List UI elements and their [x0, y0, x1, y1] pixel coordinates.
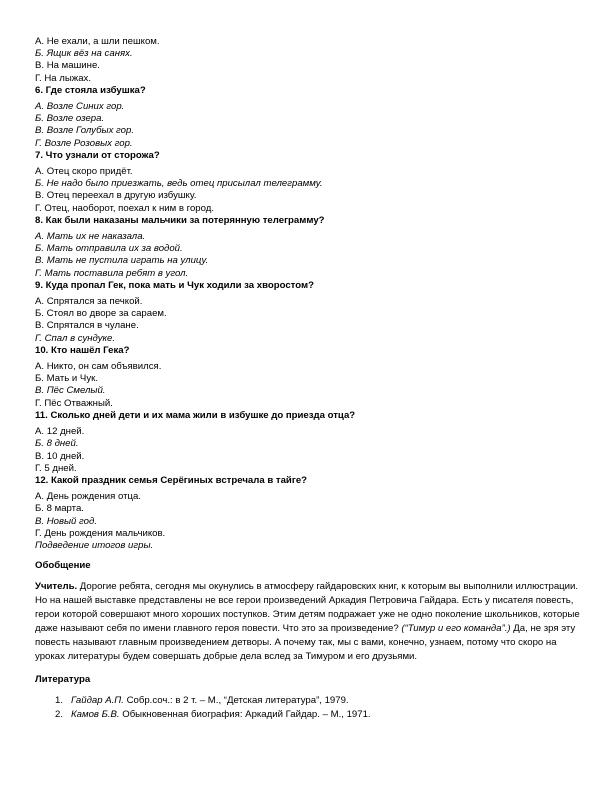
- answer-line: Г. Пёс Отважный.: [35, 397, 113, 409]
- summary-answer: (“Тимур и его команда”.): [401, 623, 511, 635]
- question-12: 12. Какой праздник семья Серёгиных встречала в тайге?: [35, 474, 308, 486]
- question-11: 11. Сколько дней дети и их мама жили в избушке до приезда отца?: [35, 409, 356, 421]
- answer-line: Г. 5 дней.: [35, 462, 77, 474]
- question-8: 8. Как были наказаны мальчики за потерянную телеграмму?: [35, 214, 325, 226]
- answer-line: А. 12 дней.: [35, 426, 85, 438]
- answer-line: А. Никто, он сам объявился.: [35, 361, 162, 373]
- literature-item-author: Камов Б.В.: [71, 708, 120, 720]
- literature-item-author: Гайдар А.П.: [71, 694, 124, 706]
- answer-line: Б. Не надо было приезжать, ведь отец присылал телеграмму.: [35, 178, 323, 190]
- answer-line: Б. Стоял во дворе за сараем.: [35, 308, 167, 320]
- answer-line: Г. На лыжах.: [35, 72, 91, 84]
- answer-line: В. Отец переехал в другую избушку.: [35, 190, 197, 202]
- answer-line: В. Мать не пустила играть на улицу.: [35, 255, 209, 267]
- answer-line: А. Отец скоро придёт.: [35, 166, 133, 178]
- answer-line: Подведение итогов игры.: [35, 539, 154, 551]
- answer-line: В. На машине.: [35, 60, 100, 72]
- answer-line: А. Возле Синих гор.: [35, 101, 125, 113]
- answer-line: В. Пёс Смелый.: [35, 385, 106, 397]
- literature-item-text: Собр.соч.: в 2 т. – М., “Детская литература”, 1979.: [123, 694, 349, 706]
- summary-paragraph: [35, 580, 580, 663]
- answer-line: Г. День рождения мальчиков.: [35, 527, 166, 539]
- answer-line: Б. Возле озера.: [35, 113, 105, 125]
- question-7: 7. Что узнали от сторожа?: [35, 149, 160, 161]
- q5-answers: [35, 36, 580, 85]
- literature-item-text: Обыкновенная биография: Аркадий Гайдар. – М., 1971.: [119, 708, 371, 720]
- answer-line: А. Мать их не наказала.: [35, 231, 146, 243]
- answer-line: В. Новый год.: [35, 515, 97, 527]
- answer-line: Б. Ящик вёз на санях.: [35, 48, 133, 60]
- answer-line: Б. Мать отправила их за водой.: [35, 243, 183, 255]
- answer-line: Б. 8 дней.: [35, 438, 79, 450]
- literature-item-number: 2.: [55, 708, 64, 720]
- literature-list: [35, 694, 580, 721]
- literature-item: [35, 694, 580, 708]
- answer-line: Б. Мать и Чук.: [35, 373, 98, 385]
- summary-heading: Обобщение: [35, 560, 91, 572]
- speaker-label: Учитель.: [35, 581, 78, 593]
- answer-line: В. 10 дней.: [35, 450, 85, 462]
- question-10: 10. Кто нашёл Гека?: [35, 344, 130, 356]
- literature-heading: Литература: [35, 673, 91, 685]
- answer-line: А. Спрятался за печкой.: [35, 296, 143, 308]
- document-page: [35, 36, 580, 721]
- literature-item-number: 1.: [55, 694, 64, 706]
- summary-text: Да, не зря эту повесть называют главным произведением детворы. А почему так, мы с вами, конечно, узнаем, потому что скоро на уроках литературы будем совершать добрые дела вслед за Тимуром и его друзьями.: [35, 623, 576, 662]
- literature-item: [35, 708, 580, 722]
- answer-line: Г. Спал в сундуке.: [35, 332, 116, 344]
- answer-line: Г. Мать поставила ребят в угол.: [35, 267, 189, 279]
- answer-line: А. Не ехали, а шли пешком.: [35, 36, 160, 47]
- question-6: 6. Где стояла избушка?: [35, 84, 146, 96]
- answer-line: Г. Отец, наоборот, поехал к ним в город.: [35, 202, 215, 214]
- answer-line: Г. Возле Розовых гор.: [35, 137, 133, 149]
- answer-line: В. Возле Голубых гор.: [35, 125, 135, 137]
- answer-line: Б. 8 марта.: [35, 503, 84, 515]
- answer-line: В. Спрятался в чулане.: [35, 320, 139, 332]
- answer-line: А. День рождения отца.: [35, 491, 141, 503]
- question-9: 9. Куда пропал Гек, пока мать и Чук ходили за хворостом?: [35, 279, 314, 291]
- summary-text: Дорогие ребята, сегодня мы окунулись в атмосферу гайдаровских книг, к которым вы выполнили иллюстрации. Но на нашей выставке представлены не все герои произведений Аркадия Петровича Гайдара. Есть у писателя повесть, герои которой совершают много хороших поступков. Этим детям подражает уже не одно поколение школьников, которые даже называют себя по имени главного героя повести. Что это за произведение?: [35, 581, 580, 635]
